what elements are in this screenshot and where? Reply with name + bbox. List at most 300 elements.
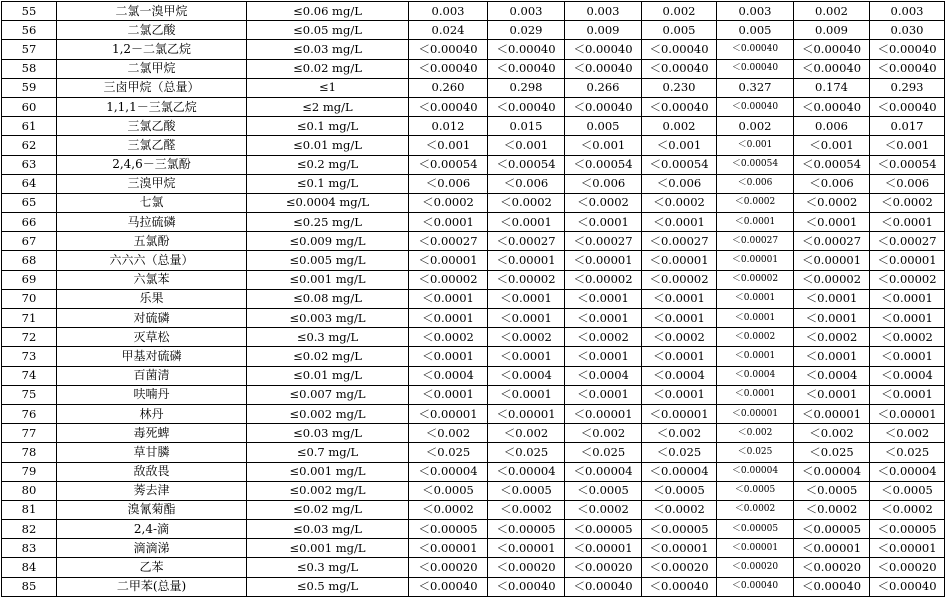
indicator-name-cell: 三氯乙酸 xyxy=(57,117,247,136)
indicator-name-cell: 三氯乙醛 xyxy=(57,136,247,155)
result-cell: ＜0.00005 xyxy=(409,520,488,539)
result-cell: ＜0.00001 xyxy=(488,404,565,423)
table-row xyxy=(2,97,945,116)
result-cell: ＜0.00001 xyxy=(794,251,870,270)
result-cell: ＜0.025 xyxy=(409,443,488,462)
table-row xyxy=(2,289,945,308)
result-cell: ＜0.002 xyxy=(642,424,717,443)
table-row xyxy=(2,328,945,347)
result-cell: ＜0.002 xyxy=(717,424,794,443)
table-row xyxy=(2,366,945,385)
result-cell: ＜0.002 xyxy=(409,424,488,443)
result-cell: ＜0.00040 xyxy=(565,577,642,596)
result-cell: ＜0.0001 xyxy=(565,213,642,232)
result-cell: ＜0.0002 xyxy=(794,328,870,347)
row-number-cell: 71 xyxy=(2,309,57,328)
row-number-cell: 59 xyxy=(2,78,57,97)
result-cell: ＜0.00040 xyxy=(870,577,945,596)
result-cell: ＜0.00040 xyxy=(565,97,642,116)
result-cell: ＜0.025 xyxy=(488,443,565,462)
indicator-name-cell: 六氯苯 xyxy=(57,270,247,289)
limit-value-cell: ≤0.01 mg/L xyxy=(247,366,409,385)
limit-value-cell: ≤0.06 mg/L xyxy=(247,2,409,21)
result-cell: ＜0.00040 xyxy=(717,40,794,59)
result-cell: ＜0.00004 xyxy=(488,462,565,481)
table-row xyxy=(2,520,945,539)
result-cell: ＜0.0002 xyxy=(870,500,945,519)
result-cell: ＜0.002 xyxy=(794,424,870,443)
result-cell: ＜0.0001 xyxy=(794,385,870,404)
result-cell: ＜0.0001 xyxy=(565,347,642,366)
result-cell: ＜0.00027 xyxy=(565,232,642,251)
result-cell: ＜0.00001 xyxy=(488,251,565,270)
table-row xyxy=(2,2,945,21)
result-cell: ＜0.025 xyxy=(794,443,870,462)
indicator-name-cell: 莠去津 xyxy=(57,481,247,500)
indicator-name-cell: 二甲苯(总量) xyxy=(57,577,247,596)
row-number-cell: 77 xyxy=(2,424,57,443)
result-cell: 0.266 xyxy=(565,78,642,97)
limit-value-cell: ≤0.5 mg/L xyxy=(247,577,409,596)
indicator-name-cell: 滴滴涕 xyxy=(57,539,247,558)
result-cell: ＜0.00040 xyxy=(794,59,870,78)
result-cell: ＜0.00001 xyxy=(488,539,565,558)
limit-value-cell: ≤0.1 mg/L xyxy=(247,174,409,193)
result-cell: ＜0.00054 xyxy=(565,155,642,174)
result-cell: ＜0.0002 xyxy=(717,500,794,519)
result-cell: ＜0.00020 xyxy=(565,558,642,577)
result-cell: ＜0.00001 xyxy=(717,539,794,558)
result-cell: ＜0.0001 xyxy=(409,289,488,308)
result-cell: ＜0.00001 xyxy=(409,251,488,270)
limit-value-cell: ≤0.009 mg/L xyxy=(247,232,409,251)
result-cell: ＜0.0002 xyxy=(870,193,945,212)
result-cell: ＜0.0001 xyxy=(642,309,717,328)
result-cell: ＜0.0002 xyxy=(642,328,717,347)
table-row xyxy=(2,309,945,328)
result-cell: ＜0.00001 xyxy=(409,539,488,558)
table-row xyxy=(2,213,945,232)
limit-value-cell: ≤0.001 mg/L xyxy=(247,539,409,558)
result-cell: ＜0.00040 xyxy=(794,97,870,116)
result-cell: 0.012 xyxy=(409,117,488,136)
result-cell: ＜0.00020 xyxy=(717,558,794,577)
result-cell: ＜0.00001 xyxy=(870,251,945,270)
result-cell: ＜0.00040 xyxy=(717,59,794,78)
result-cell: ＜0.00027 xyxy=(870,232,945,251)
indicator-name-cell: 2,4-滴 xyxy=(57,520,247,539)
limit-value-cell: ≤0.007 mg/L xyxy=(247,385,409,404)
result-cell: ＜0.00040 xyxy=(794,40,870,59)
result-cell: ＜0.00040 xyxy=(409,577,488,596)
result-cell: ＜0.0002 xyxy=(870,328,945,347)
result-cell: ＜0.00040 xyxy=(717,97,794,116)
table-row xyxy=(2,232,945,251)
result-cell: ＜0.00001 xyxy=(870,539,945,558)
result-cell: ＜0.006 xyxy=(488,174,565,193)
indicator-name-cell: 百菌清 xyxy=(57,366,247,385)
result-cell: ＜0.001 xyxy=(409,136,488,155)
result-cell: ＜0.006 xyxy=(717,174,794,193)
row-number-cell: 64 xyxy=(2,174,57,193)
result-cell: ＜0.0002 xyxy=(794,500,870,519)
result-cell: ＜0.0001 xyxy=(794,213,870,232)
row-number-cell: 61 xyxy=(2,117,57,136)
result-cell: ＜0.006 xyxy=(870,174,945,193)
result-cell: ＜0.0001 xyxy=(870,213,945,232)
result-cell: ＜0.0002 xyxy=(565,328,642,347)
result-cell: ＜0.006 xyxy=(565,174,642,193)
result-cell: ＜0.001 xyxy=(488,136,565,155)
result-cell: ＜0.0001 xyxy=(565,385,642,404)
result-cell: ＜0.006 xyxy=(642,174,717,193)
result-cell: ＜0.0001 xyxy=(717,309,794,328)
result-cell: ＜0.0005 xyxy=(794,481,870,500)
result-cell: ＜0.0001 xyxy=(409,347,488,366)
indicator-name-cell: 呋喃丹 xyxy=(57,385,247,404)
result-cell: 0.003 xyxy=(488,2,565,21)
indicator-name-cell: 林丹 xyxy=(57,404,247,423)
result-cell: ＜0.002 xyxy=(870,424,945,443)
result-cell: ＜0.00001 xyxy=(565,251,642,270)
indicator-name-cell: 二氯乙酸 xyxy=(57,21,247,40)
result-cell: ＜0.00004 xyxy=(870,462,945,481)
result-cell: ＜0.00020 xyxy=(642,558,717,577)
result-cell: ＜0.001 xyxy=(642,136,717,155)
result-cell: ＜0.00040 xyxy=(642,40,717,59)
indicator-name-cell: 二氯甲烷 xyxy=(57,59,247,78)
row-number-cell: 55 xyxy=(2,2,57,21)
limit-value-cell: ≤0.01 mg/L xyxy=(247,136,409,155)
result-cell: ＜0.0002 xyxy=(488,328,565,347)
result-cell: ＜0.00005 xyxy=(870,520,945,539)
result-cell: 0.005 xyxy=(717,21,794,40)
result-cell: ＜0.00001 xyxy=(565,539,642,558)
table-row xyxy=(2,270,945,289)
result-cell: 0.260 xyxy=(409,78,488,97)
table-row xyxy=(2,462,945,481)
table-row xyxy=(2,385,945,404)
indicator-name-cell: 溴氰菊酯 xyxy=(57,500,247,519)
result-cell: ＜0.0002 xyxy=(717,328,794,347)
result-cell: ＜0.00054 xyxy=(642,155,717,174)
result-cell: ＜0.0004 xyxy=(870,366,945,385)
result-cell: ＜0.00054 xyxy=(409,155,488,174)
result-cell: ＜0.0001 xyxy=(488,385,565,404)
limit-value-cell: ≤0.08 mg/L xyxy=(247,289,409,308)
result-cell: ＜0.00054 xyxy=(870,155,945,174)
result-cell: ＜0.0001 xyxy=(488,309,565,328)
result-cell: ＜0.0001 xyxy=(488,213,565,232)
result-cell: ＜0.0001 xyxy=(870,347,945,366)
row-number-cell: 65 xyxy=(2,193,57,212)
result-cell: ＜0.0002 xyxy=(488,500,565,519)
result-cell: ＜0.00040 xyxy=(870,59,945,78)
result-cell: ＜0.001 xyxy=(870,136,945,155)
result-cell: ＜0.0002 xyxy=(794,193,870,212)
result-cell: ＜0.00040 xyxy=(717,577,794,596)
row-number-cell: 63 xyxy=(2,155,57,174)
table-row xyxy=(2,500,945,519)
result-cell: 0.003 xyxy=(409,2,488,21)
result-cell: 0.002 xyxy=(642,2,717,21)
result-cell: ＜0.00001 xyxy=(870,404,945,423)
result-cell: 0.015 xyxy=(488,117,565,136)
result-cell: ＜0.00054 xyxy=(717,155,794,174)
indicator-name-cell: 毒死蜱 xyxy=(57,424,247,443)
result-cell: ＜0.00054 xyxy=(794,155,870,174)
table-row xyxy=(2,577,945,596)
result-cell: ＜0.00002 xyxy=(488,270,565,289)
result-cell: ＜0.00020 xyxy=(488,558,565,577)
limit-value-cell: ≤0.25 mg/L xyxy=(247,213,409,232)
result-cell: ＜0.0002 xyxy=(642,500,717,519)
indicator-name-cell: 二氯一溴甲烷 xyxy=(57,2,247,21)
result-cell: 0.030 xyxy=(870,21,945,40)
result-cell: ＜0.00001 xyxy=(642,251,717,270)
result-cell: ＜0.0001 xyxy=(717,213,794,232)
result-cell: ＜0.00002 xyxy=(870,270,945,289)
limit-value-cell: ≤2 mg/L xyxy=(247,97,409,116)
indicator-name-cell: 敌敌畏 xyxy=(57,462,247,481)
row-number-cell: 66 xyxy=(2,213,57,232)
row-number-cell: 60 xyxy=(2,97,57,116)
result-cell: ＜0.00001 xyxy=(642,404,717,423)
result-cell: 0.017 xyxy=(870,117,945,136)
table-row xyxy=(2,21,945,40)
table-row xyxy=(2,404,945,423)
result-cell: ＜0.00004 xyxy=(409,462,488,481)
table-body xyxy=(2,2,945,597)
result-cell: ＜0.00001 xyxy=(565,404,642,423)
limit-value-cell: ≤0.3 mg/L xyxy=(247,558,409,577)
result-cell: ＜0.00020 xyxy=(794,558,870,577)
result-cell: ＜0.00027 xyxy=(794,232,870,251)
row-number-cell: 68 xyxy=(2,251,57,270)
result-cell: 0.003 xyxy=(717,2,794,21)
table-row xyxy=(2,136,945,155)
indicator-name-cell: 乐果 xyxy=(57,289,247,308)
limit-value-cell: ≤0.02 mg/L xyxy=(247,59,409,78)
result-cell: ＜0.00040 xyxy=(565,40,642,59)
result-cell: ＜0.0005 xyxy=(642,481,717,500)
result-cell: ＜0.006 xyxy=(794,174,870,193)
indicator-name-cell: 乙苯 xyxy=(57,558,247,577)
result-cell: ＜0.025 xyxy=(870,443,945,462)
result-cell: ＜0.0004 xyxy=(565,366,642,385)
result-cell: ＜0.025 xyxy=(565,443,642,462)
indicator-name-cell: 七氯 xyxy=(57,193,247,212)
result-cell: ＜0.00054 xyxy=(488,155,565,174)
result-cell: ＜0.00002 xyxy=(642,270,717,289)
result-cell: ＜0.0005 xyxy=(565,481,642,500)
table-row xyxy=(2,424,945,443)
indicator-name-cell: 灭草松 xyxy=(57,328,247,347)
limit-value-cell: ≤0.005 mg/L xyxy=(247,251,409,270)
table-row xyxy=(2,251,945,270)
result-cell: ＜0.002 xyxy=(488,424,565,443)
limit-value-cell: ≤0.0004 mg/L xyxy=(247,193,409,212)
limit-value-cell: ≤0.3 mg/L xyxy=(247,328,409,347)
table-row xyxy=(2,443,945,462)
result-cell: ＜0.00005 xyxy=(488,520,565,539)
row-number-cell: 67 xyxy=(2,232,57,251)
row-number-cell: 58 xyxy=(2,59,57,78)
result-cell: ＜0.0001 xyxy=(794,309,870,328)
result-cell: ＜0.0002 xyxy=(409,328,488,347)
indicator-name-cell: 1,2－二氯乙烷 xyxy=(57,40,247,59)
result-cell: ＜0.00001 xyxy=(717,251,794,270)
indicator-name-cell: 马拉硫磷 xyxy=(57,213,247,232)
result-cell: 0.230 xyxy=(642,78,717,97)
result-cell: ＜0.00001 xyxy=(794,404,870,423)
limit-value-cell: ≤0.7 mg/L xyxy=(247,443,409,462)
result-cell: ＜0.0005 xyxy=(717,481,794,500)
table-row xyxy=(2,193,945,212)
result-cell: ＜0.0001 xyxy=(642,347,717,366)
result-cell: ＜0.0001 xyxy=(870,289,945,308)
result-cell: ＜0.0005 xyxy=(409,481,488,500)
result-cell: ＜0.0001 xyxy=(565,309,642,328)
result-cell: ＜0.0004 xyxy=(717,366,794,385)
result-cell: ＜0.00027 xyxy=(409,232,488,251)
result-cell: ＜0.0001 xyxy=(409,385,488,404)
indicator-name-cell: 甲基对硫磷 xyxy=(57,347,247,366)
limit-value-cell: ≤0.03 mg/L xyxy=(247,40,409,59)
limit-value-cell: ≤0.03 mg/L xyxy=(247,520,409,539)
result-cell: ＜0.00001 xyxy=(794,539,870,558)
table-row xyxy=(2,59,945,78)
result-cell: ＜0.00040 xyxy=(409,59,488,78)
row-number-cell: 81 xyxy=(2,500,57,519)
result-cell: 0.002 xyxy=(794,2,870,21)
limit-value-cell: ≤0.05 mg/L xyxy=(247,21,409,40)
result-cell: ＜0.00020 xyxy=(870,558,945,577)
result-cell: ＜0.0005 xyxy=(870,481,945,500)
result-cell: ＜0.00002 xyxy=(717,270,794,289)
result-cell: ＜0.0002 xyxy=(409,193,488,212)
row-number-cell: 73 xyxy=(2,347,57,366)
result-cell: ＜0.00004 xyxy=(642,462,717,481)
row-number-cell: 69 xyxy=(2,270,57,289)
result-cell: 0.005 xyxy=(642,21,717,40)
result-cell: ＜0.0001 xyxy=(642,289,717,308)
result-cell: ＜0.001 xyxy=(717,136,794,155)
result-cell: ＜0.0001 xyxy=(409,309,488,328)
result-cell: ＜0.0001 xyxy=(488,289,565,308)
table-row xyxy=(2,481,945,500)
indicator-name-cell: 五氯酚 xyxy=(57,232,247,251)
result-cell: ＜0.0002 xyxy=(717,193,794,212)
result-cell: ＜0.00004 xyxy=(717,462,794,481)
row-number-cell: 56 xyxy=(2,21,57,40)
result-cell: ＜0.0001 xyxy=(870,385,945,404)
table-row xyxy=(2,347,945,366)
result-cell: ＜0.0001 xyxy=(642,213,717,232)
result-cell: ＜0.0004 xyxy=(642,366,717,385)
result-cell: ＜0.00020 xyxy=(409,558,488,577)
row-number-cell: 57 xyxy=(2,40,57,59)
table-row xyxy=(2,78,945,97)
result-cell: ＜0.00040 xyxy=(794,577,870,596)
indicator-name-cell: 三溴甲烷 xyxy=(57,174,247,193)
result-cell: ＜0.00040 xyxy=(642,59,717,78)
result-cell: 0.029 xyxy=(488,21,565,40)
result-cell: ＜0.00005 xyxy=(717,520,794,539)
result-cell: ＜0.0005 xyxy=(488,481,565,500)
result-cell: ＜0.006 xyxy=(409,174,488,193)
row-number-cell: 74 xyxy=(2,366,57,385)
result-cell: ＜0.0001 xyxy=(717,385,794,404)
result-cell: 0.009 xyxy=(565,21,642,40)
row-number-cell: 85 xyxy=(2,577,57,596)
row-number-cell: 78 xyxy=(2,443,57,462)
indicator-name-cell: 1,1,1－三氯乙烷 xyxy=(57,97,247,116)
result-cell: 0.002 xyxy=(642,117,717,136)
result-cell: ＜0.0002 xyxy=(565,500,642,519)
result-cell: ＜0.00001 xyxy=(642,539,717,558)
limit-value-cell: ≤0.02 mg/L xyxy=(247,500,409,519)
result-cell: ＜0.0002 xyxy=(409,500,488,519)
result-cell: ＜0.001 xyxy=(565,136,642,155)
table-row xyxy=(2,155,945,174)
result-cell: ＜0.00005 xyxy=(794,520,870,539)
result-cell: ＜0.0001 xyxy=(794,289,870,308)
result-cell: ＜0.0004 xyxy=(794,366,870,385)
row-number-cell: 76 xyxy=(2,404,57,423)
result-cell: ＜0.00040 xyxy=(409,97,488,116)
limit-value-cell: ≤0.02 mg/L xyxy=(247,347,409,366)
result-cell: ＜0.00027 xyxy=(717,232,794,251)
result-cell: ＜0.0001 xyxy=(565,289,642,308)
result-cell: ＜0.00040 xyxy=(488,59,565,78)
indicator-name-cell: 六六六（总量） xyxy=(57,251,247,270)
water-quality-results-table xyxy=(1,1,945,597)
row-number-cell: 62 xyxy=(2,136,57,155)
indicator-name-cell: 2,4,6－三氯酚 xyxy=(57,155,247,174)
limit-value-cell: ≤0.003 mg/L xyxy=(247,309,409,328)
table-row xyxy=(2,40,945,59)
result-cell: ＜0.00040 xyxy=(565,59,642,78)
result-cell: ＜0.0001 xyxy=(794,347,870,366)
result-cell: ＜0.0004 xyxy=(409,366,488,385)
result-cell: ＜0.00040 xyxy=(488,577,565,596)
result-cell: ＜0.00004 xyxy=(565,462,642,481)
result-cell: ＜0.00001 xyxy=(409,404,488,423)
row-number-cell: 70 xyxy=(2,289,57,308)
limit-value-cell: ≤1 xyxy=(247,78,409,97)
result-cell: ＜0.0001 xyxy=(642,385,717,404)
limit-value-cell: ≤0.03 mg/L xyxy=(247,424,409,443)
result-cell: 0.006 xyxy=(794,117,870,136)
result-cell: 0.327 xyxy=(717,78,794,97)
row-number-cell: 82 xyxy=(2,520,57,539)
result-cell: ＜0.001 xyxy=(794,136,870,155)
result-cell: ＜0.0001 xyxy=(409,213,488,232)
row-number-cell: 80 xyxy=(2,481,57,500)
indicator-name-cell: 三卤甲烷（总量） xyxy=(57,78,247,97)
result-cell: ＜0.0002 xyxy=(565,193,642,212)
result-cell: 0.003 xyxy=(870,2,945,21)
result-cell: ＜0.025 xyxy=(642,443,717,462)
result-cell: ＜0.0001 xyxy=(488,347,565,366)
result-cell: ＜0.00027 xyxy=(488,232,565,251)
result-cell: ＜0.00040 xyxy=(870,97,945,116)
limit-value-cell: ≤0.002 mg/L xyxy=(247,404,409,423)
result-cell: ＜0.00040 xyxy=(488,97,565,116)
row-number-cell: 75 xyxy=(2,385,57,404)
result-cell: ＜0.0002 xyxy=(642,193,717,212)
